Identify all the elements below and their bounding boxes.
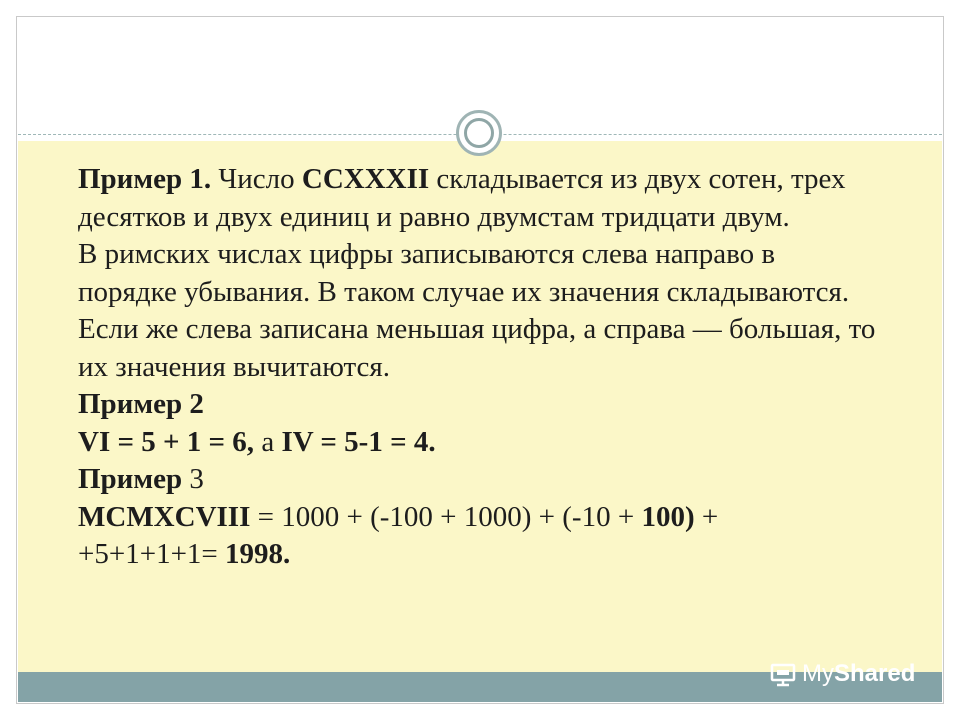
example-1-label: Пример 1.	[78, 163, 212, 195]
example-1-paragraph	[78, 161, 878, 236]
myshared-watermark	[770, 658, 915, 690]
example-3-label-num: 3	[182, 463, 204, 495]
example-3-line-2	[78, 536, 878, 574]
example-3-expr-b: 100)	[641, 500, 695, 533]
example-2-label-text: Пример 2	[78, 388, 204, 420]
example-1-text-a: Число	[211, 163, 302, 195]
example-3-line-1	[78, 499, 878, 537]
example-3-expr-a: = 1000 + (-100 + 1000) + (-10 +	[250, 500, 642, 533]
example-3-expr-c: +	[694, 500, 719, 533]
example-2-line	[78, 424, 878, 462]
example-2-part2: IV = 5-1 = 4.	[281, 425, 436, 458]
watermark-text	[802, 660, 915, 688]
example-3-roman: MCMXCVIII	[78, 500, 251, 533]
example-1-roman: CCXXXII	[301, 163, 430, 195]
example-2-joiner: а	[254, 425, 282, 458]
slide-body	[78, 161, 878, 574]
divider-circle-ornament	[456, 110, 502, 156]
watermark-shared: Shared	[834, 660, 916, 687]
example-1-text-b: складывается из двух сотен, трех десятков и двух единиц и равно двумстам тридцати двум.	[78, 163, 846, 233]
watermark-my: My	[802, 660, 834, 687]
example-3-label-bold: Пример	[78, 463, 183, 495]
example-3-label	[78, 461, 878, 499]
example-2-label	[78, 386, 878, 424]
example-2-part1: VI = 5 + 1 = 6,	[78, 425, 255, 458]
example-3-result: 1998.	[225, 538, 291, 570]
rule-paragraph: В римских числах цифры записываются слева направо в порядке убывания. В таком случае их значения складываются. Если же слева записана меньшая цифра, а справа — большая, то их значения вычитаются.	[78, 238, 876, 383]
example-3-line2-a: +5+1+1+1=	[78, 538, 226, 570]
presentation-board-icon	[770, 661, 796, 687]
